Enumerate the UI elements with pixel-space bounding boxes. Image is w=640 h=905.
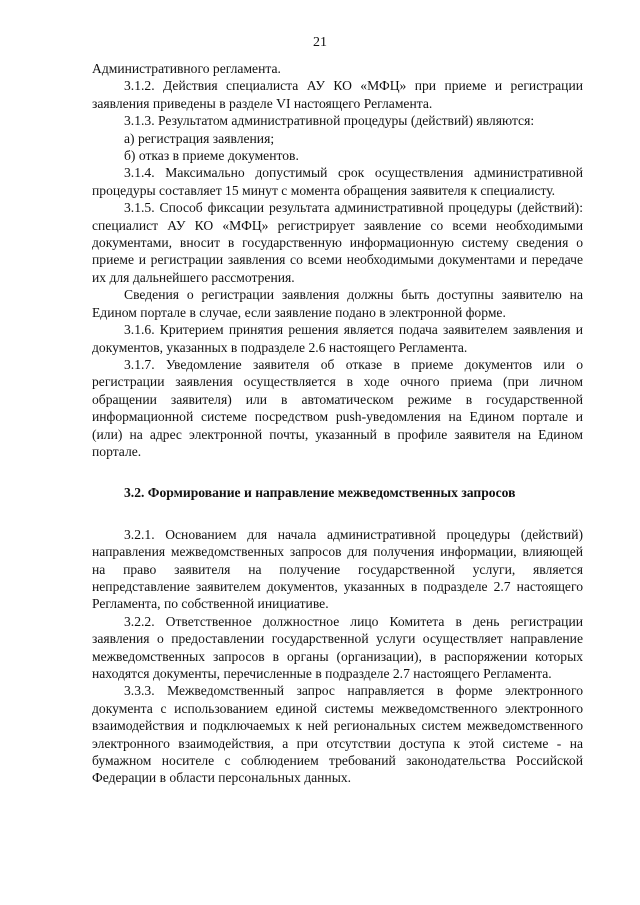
paragraph-3-3-3: 3.3.3. Межведомственный запрос направляется в форме электронного документа с использованием единой системы межведомственного электронного взаимодействия и подключаемых к ней региональных систем межведомственного электронного взаимодействия, а при отсутствии доступа к этой системе - на бумажном носителе с соблюдением требований законодательства Российской Федерации в области персональных данных. xyxy=(92,683,583,786)
paragraph-3-2-2: 3.2.2. Ответственное должностное лицо Комитета в день регистрации заявления о предоставлении государственной услуги осуществляет направление межведомственных запросов в органы (организации), в распоряжении которых находятся документы, перечисленные в подразделе 2.7 настоящего Регламента. xyxy=(92,613,583,681)
paragraph-3-1-3: 3.1.3. Результатом административной процедуры (действий) являются: xyxy=(124,113,535,129)
paragraph-registration-info: Сведения о регистрации заявления должны быть доступны заявителю на Едином портале в случае, если заявление подано в электронной форме. xyxy=(92,287,583,320)
paragraph-3-1-6: 3.1.6. Критерием принятия решения является подача заявителем заявления и документов, указанных в подразделе 2.6 настоящего Регламента. xyxy=(92,322,583,355)
paragraph-3-1-4: 3.1.4. Максимально допустимый срок осуществления административной процедуры составляет 15 минут с момента обращения заявителя к специалисту. xyxy=(92,165,583,198)
paragraph-continuation: Административного регламента. xyxy=(92,61,281,76)
list-item-b: б) отказ в приеме документов. xyxy=(124,148,299,164)
paragraph-3-1-7: 3.1.7. Уведомление заявителя об отказе в приеме документов или о регистрации заявления осуществляется в ходе очного приема (при личном обращении заявителя) или в автоматическом режиме в государственной информационной системе посредством push-уведомления на Едином портале и (или) на адрес электронной почты, указанный в профиле заявителя на Едином портале. xyxy=(92,356,583,459)
page-number: 21 xyxy=(313,35,327,50)
paragraph-3-1-2: 3.1.2. Действия специалиста АУ КО «МФЦ» при приеме и регистрации заявления приведены в разделе VI настоящего Регламента. xyxy=(92,78,583,111)
paragraph-3-2-1: 3.2.1. Основанием для начала административной процедуры (действий) направления межведомственных запросов для получения информации, влияющей на право заявителя на получение государственной услуги, является непредставление заявителем документов, указанных в подразделе 2.7 настоящего Регламента, по собственной инициативе. xyxy=(92,526,583,612)
section-heading-3-2: 3.2. Формирование и направление межведомственных запросов xyxy=(124,485,516,501)
document-body xyxy=(92,60,583,787)
list-item-a: а) регистрация заявления; xyxy=(124,130,275,146)
paragraph-3-1-5: 3.1.5. Способ фиксации результата административной процедуры (действий): специалист АУ КО «МФЦ» регистрирует заявление со всеми необходимыми документами, вносит в государственную информационную систему сведения о приеме и регистрации заявления со всеми необходимыми документами и передаче их для дальнейшего рассмотрения. xyxy=(92,200,583,285)
